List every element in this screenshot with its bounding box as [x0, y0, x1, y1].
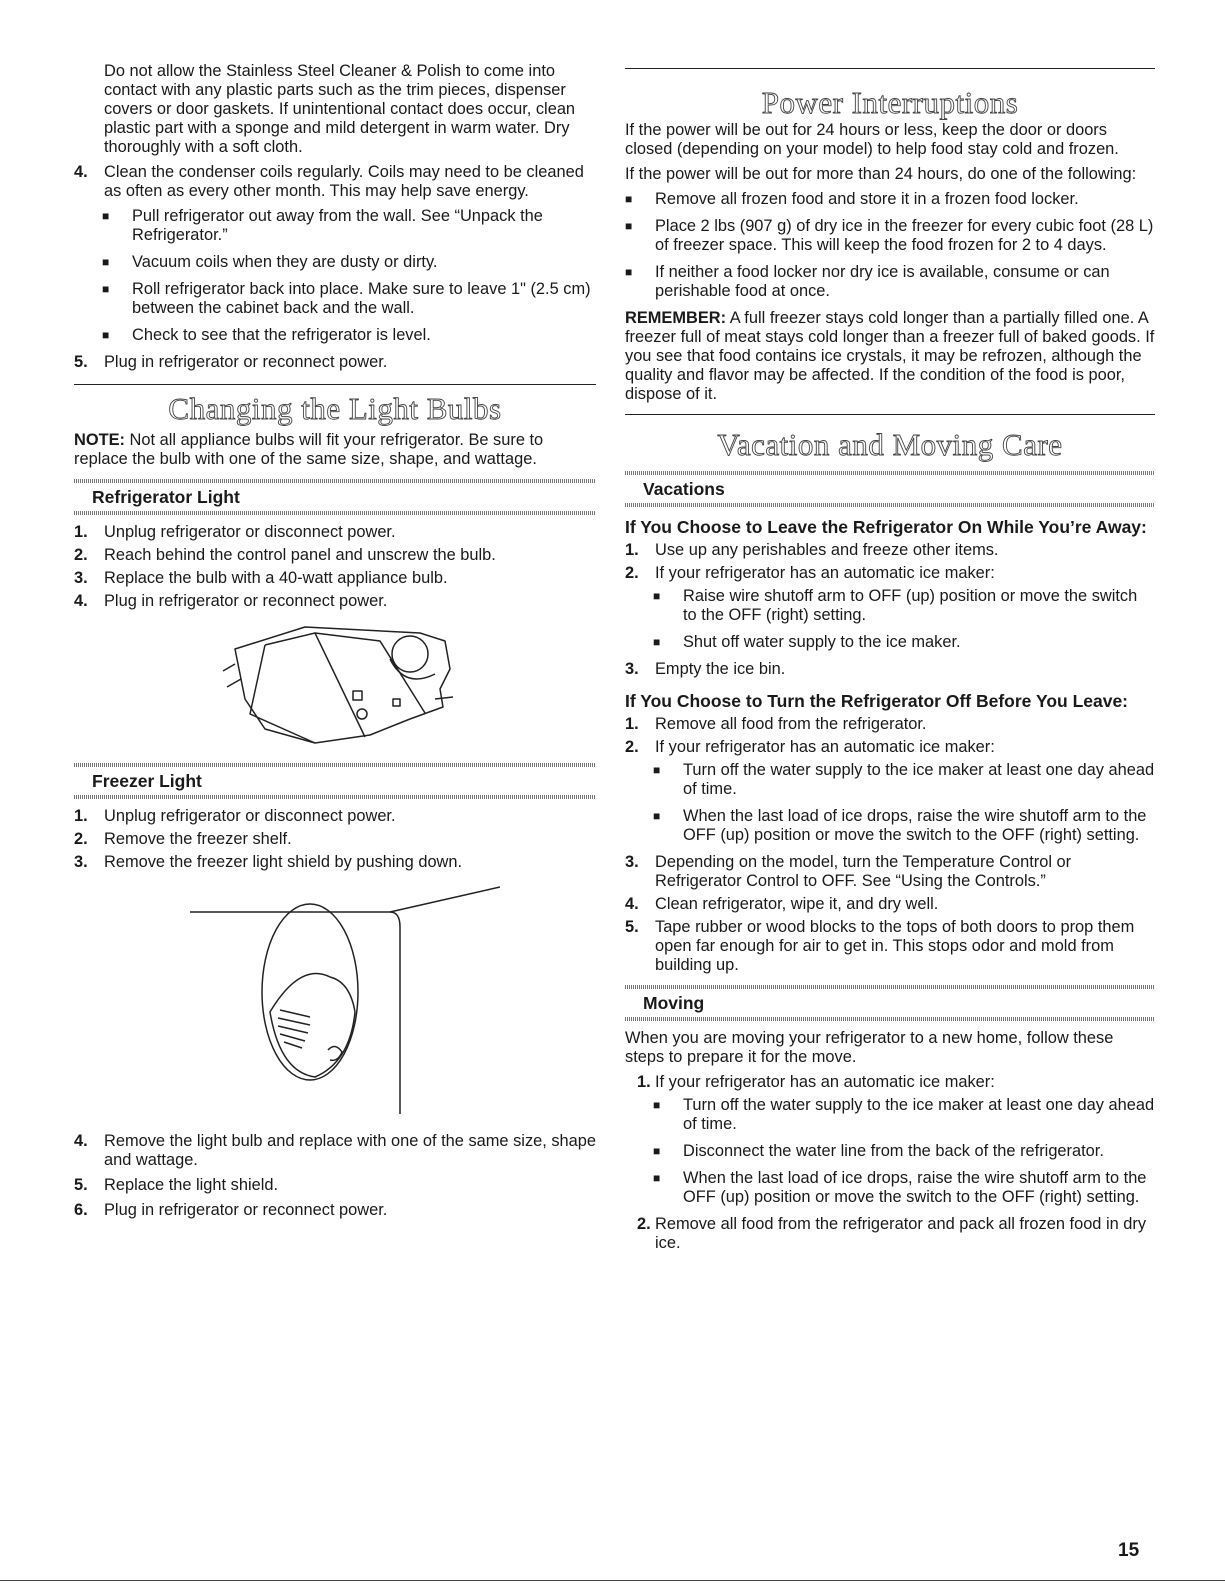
step-text: Clean refrigerator, wipe it, and dry well.: [655, 895, 939, 913]
bullet-text: Shut off water supply to the ice maker.: [683, 633, 961, 651]
bullet-item: [653, 1169, 1155, 1207]
step-item: [625, 715, 1155, 734]
left-column: [74, 62, 596, 1226]
step-text: If your refrigerator has an automatic ice maker:: [655, 1073, 995, 1091]
step-number: 1.: [74, 523, 88, 541]
bullet-text: Roll refrigerator back into place. Make sure to leave 1" (2.5 cm) between the cabinet back and the wall.: [132, 280, 591, 317]
step-number: 3.: [625, 853, 639, 871]
step-item: [74, 1201, 596, 1220]
step-number: 4.: [74, 1132, 88, 1150]
bullet-item: [653, 807, 1155, 845]
bullet-item: [653, 761, 1155, 799]
step-number: 1.: [74, 807, 88, 825]
step-number: 2.: [74, 546, 88, 564]
bullet-icon: ■: [625, 192, 633, 206]
step-item: [625, 918, 1155, 975]
step-item: [625, 660, 1155, 679]
moving-intro: When you are moving your refrigerator to a new home, follow these steps to prepare it for the move.: [625, 1029, 1114, 1066]
step-text: Plug in refrigerator or reconnect power.: [104, 1201, 388, 1219]
subhead-refrigerator-light: Refrigerator Light: [92, 487, 240, 507]
step-number: 3.: [74, 853, 88, 871]
step-item: [74, 523, 596, 542]
bullet-icon: ■: [625, 265, 633, 279]
step-number: 1.: [625, 715, 639, 733]
step-number: 3.: [625, 660, 639, 678]
step-item: [74, 546, 596, 565]
step-item: [74, 1132, 596, 1170]
section-divider: [625, 68, 1155, 69]
step-number: 5.: [74, 1176, 88, 1194]
step-item: [637, 1215, 1155, 1253]
bullet-text: Vacuum coils when they are dusty or dirty.: [132, 253, 438, 271]
step-number: 2.: [625, 564, 639, 582]
step-text: Clean the condenser coils regularly. Coils may need to be cleaned as often as every other month. This may help save energy.: [104, 163, 584, 200]
right-column: [625, 68, 1155, 1259]
section-title-vacation-moving: Vacation and Moving Care: [717, 427, 1063, 462]
bullet-icon: ■: [653, 763, 661, 777]
bullet-item: [625, 263, 1155, 301]
step-5: [74, 353, 596, 372]
step-number: 2.: [637, 1215, 651, 1233]
step-number: 3.: [74, 569, 88, 587]
bullet-icon: ■: [653, 809, 661, 823]
section-title-power-interruptions: Power Interruptions: [761, 85, 1019, 120]
step-text: Plug in refrigerator or reconnect power.: [104, 353, 388, 371]
step-number: 4.: [625, 895, 639, 913]
step-item: [625, 853, 1155, 891]
step-number: 5.: [74, 353, 88, 371]
subhead-vacations: Vacations: [643, 479, 725, 499]
turn-off-heading: If You Choose to Turn the Refrigerator Off Before You Leave:: [625, 691, 1129, 711]
bullet-text: Raise wire shutoff arm to OFF (up) position or move the switch to the OFF (right) setting.: [683, 587, 1138, 624]
bullet-text: Turn off the water supply to the ice maker at least one day ahead of time.: [683, 761, 1155, 798]
step-text: Replace the light shield.: [104, 1176, 279, 1194]
bullet-item: [653, 1142, 1155, 1161]
bullet-text: Place 2 lbs (907 g) of dry ice in the freezer for every cubic foot (28 L) of freezer space. This will keep the food frozen for 2 to 4 days.: [655, 217, 1154, 254]
refrigerator-light-illustration: [205, 619, 465, 749]
remember-text: A full freezer stays cold longer than a partially filled one. A freezer full of meat stays cold longer than a freezer full of baked goods. If you see that food contains ice crystals, it may be refrozen, although the quality and flavor may be affected. If the condition of the food is poor, dispose of it.: [625, 309, 1155, 403]
step-text: Remove the freezer light shield by pushing down.: [104, 853, 463, 871]
section-title-light-bulbs: Changing the Light Bulbs: [168, 391, 502, 426]
bullet-icon: ■: [653, 1098, 661, 1112]
step-text: Depending on the model, turn the Temperature Control or Refrigerator Control to OFF. See “Using the Controls.”: [655, 853, 1072, 890]
power-paragraph: If the power will be out for more than 24 hours, do one of the following:: [625, 165, 1137, 183]
subhead-rule: [625, 503, 1155, 507]
step-text: Reach behind the control panel and unscrew the bulb.: [104, 546, 496, 564]
step-number: 4.: [74, 592, 88, 610]
step-item: [625, 541, 1155, 560]
step-text: Empty the ice bin.: [655, 660, 786, 678]
step-number: 5.: [625, 918, 639, 936]
step-number: 2.: [625, 738, 639, 756]
subhead-rule: [74, 795, 596, 799]
subhead-freezer-light: Freezer Light: [92, 771, 202, 791]
bullet-icon: ■: [102, 282, 110, 296]
bullet-item: [625, 190, 1155, 209]
bullet-icon: ■: [653, 1171, 661, 1185]
section-divider: [74, 384, 596, 385]
bullet-text: If neither a food locker nor dry ice is available, consume or can perishable food at once.: [655, 263, 1110, 300]
note-label: NOTE:: [74, 431, 125, 449]
bullet-item: [653, 587, 1155, 625]
bulb-note: [74, 431, 596, 469]
bullet-item: [625, 217, 1155, 255]
step-4: [74, 163, 596, 201]
bullet-item: [102, 326, 596, 345]
subhead-rule: [625, 1017, 1155, 1021]
step-number: 1.: [625, 541, 639, 559]
step-item: [625, 895, 1155, 914]
power-paragraph: If the power will be out for 24 hours or less, keep the door or doors closed (depending on your model) to help food stay cold and frozen.: [625, 121, 1119, 158]
step-text: Unplug refrigerator or disconnect power.: [104, 807, 396, 825]
note-text: Not all appliance bulbs will fit your refrigerator. Be sure to replace the bulb with one of the same size, shape, and wattage.: [74, 431, 544, 468]
bullet-text: Pull refrigerator out away from the wall. See “Unpack the Refrigerator.”: [132, 207, 543, 244]
step-item: [74, 807, 596, 826]
step-item: [625, 564, 1155, 583]
bullet-text: Remove all frozen food and store it in a frozen food locker.: [655, 190, 1079, 208]
bullet-icon: ■: [653, 589, 661, 603]
bullet-item: [102, 253, 596, 272]
step-text: If your refrigerator has an automatic ice maker:: [655, 564, 995, 582]
step-text: If your refrigerator has an automatic ice maker:: [655, 738, 995, 756]
subhead-moving: Moving: [643, 993, 705, 1013]
leave-on-heading: If You Choose to Leave the Refrigerator On While You’re Away:: [625, 517, 1147, 537]
bullet-text: Check to see that the refrigerator is level.: [132, 326, 431, 344]
remember-label: REMEMBER:: [625, 309, 727, 327]
bullet-icon: ■: [625, 219, 633, 233]
bullet-item: [653, 633, 1155, 652]
section-divider: [625, 414, 1155, 415]
step-text: Replace the bulb with a 40-watt appliance bulb.: [104, 569, 448, 587]
step-text: Remove all food from the refrigerator.: [655, 715, 927, 733]
step-text: Remove the light bulb and replace with one of the same size, shape and wattage.: [104, 1132, 597, 1169]
step-item: [74, 830, 596, 849]
bullet-icon: ■: [653, 1144, 661, 1158]
bullet-item: [102, 207, 596, 245]
step-text: Remove all food from the refrigerator and pack all frozen food in dry ice.: [655, 1215, 1147, 1252]
step-item: [74, 592, 596, 611]
step-text: Remove the freezer shelf.: [104, 830, 292, 848]
page-bottom-edge: [0, 1580, 1225, 1581]
bullet-text: Turn off the water supply to the ice maker at least one day ahead of time.: [683, 1096, 1155, 1133]
step-number: 4.: [74, 163, 88, 181]
step-item: [637, 1073, 1155, 1092]
bullet-icon: ■: [102, 328, 110, 342]
step-item: [74, 1176, 596, 1195]
step-number: 2.: [74, 830, 88, 848]
bullet-text: When the last load of ice drops, raise the wire shutoff arm to the OFF (up) position or move the switch to the OFF (right) setting.: [683, 807, 1147, 844]
bullet-item: [653, 1096, 1155, 1134]
step-text: Plug in refrigerator or reconnect power.: [104, 592, 388, 610]
step-item: [74, 853, 596, 872]
step-item: [625, 738, 1155, 757]
bullet-text: Disconnect the water line from the back of the refrigerator.: [683, 1142, 1104, 1160]
freezer-light-shield-illustration: [170, 882, 500, 1122]
step-number: 1.: [637, 1073, 651, 1091]
cleaner-caution-text: Do not allow the Stainless Steel Cleaner & Polish to come into contact with any plastic parts such as the trim pieces, dispenser covers or door gaskets. If unintentional contact does occur, clean plastic part with a sponge and mild detergent in warm water. Dry thoroughly with a soft cloth.: [104, 62, 576, 156]
page-number: 15: [1118, 1540, 1140, 1561]
bullet-text: When the last load of ice drops, raise the wire shutoff arm to the OFF (up) position or move the switch to the OFF (right) setting.: [683, 1169, 1147, 1206]
step-number: 6.: [74, 1201, 88, 1219]
bullet-icon: ■: [102, 209, 110, 223]
remember-paragraph: [625, 309, 1155, 404]
step-text: Unplug refrigerator or disconnect power.: [104, 523, 396, 541]
bullet-icon: ■: [102, 255, 110, 269]
bullet-icon: ■: [653, 635, 661, 649]
step-text: Use up any perishables and freeze other items.: [655, 541, 999, 559]
step-item: [74, 569, 596, 588]
step-text: Tape rubber or wood blocks to the tops of both doors to prop them open far enough for air to get in. This stops odor and mold from building up.: [655, 918, 1135, 974]
bullet-item: [102, 280, 596, 318]
subhead-rule: [74, 511, 596, 515]
